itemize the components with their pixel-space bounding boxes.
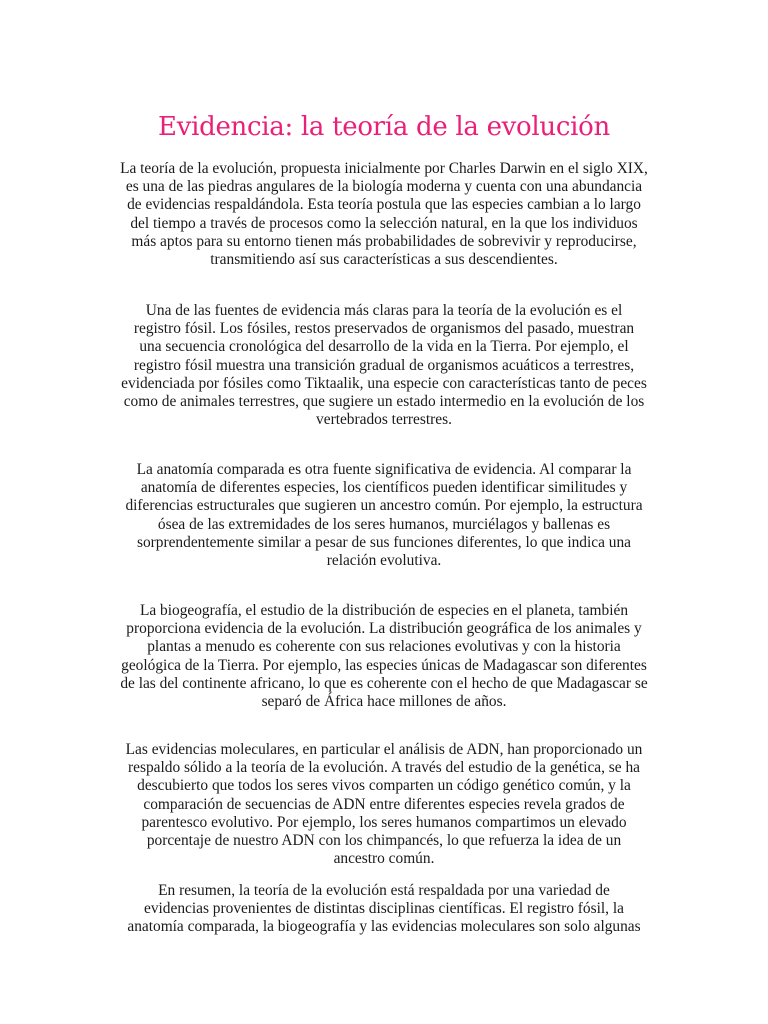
paragraph-comparative-anatomy — [84, 461, 684, 570]
text-line: proporciona evidencia de la evolución. La distribución geográfica de los animales y — [126, 620, 642, 638]
text-line: En resumen, la teoría de la evolución está respaldada por una variedad de — [158, 882, 610, 899]
text-line: evidenciada por fósiles como Tiktaalik, una especie con características tanto de peces — [121, 374, 647, 392]
text-line: comparación de secuencias de ADN entre diferentes especies revela grados de — [143, 795, 625, 813]
text-line: La biogeografía, el estudio de la distribución de especies en el planeta, también — [139, 602, 629, 619]
text-line: separó de África hace millones de años. — [261, 693, 507, 711]
text-line: registro fósil. Los fósiles, restos preservados de organismos del pasado, muestran — [133, 320, 635, 338]
text-line: ósea de las extremidades de los seres humanos, murciélagos y ballenas es — [157, 515, 611, 533]
document-title: Evidencia: la teoría de la evolución — [158, 112, 610, 142]
text-line: de evidencias respaldándola. Esta teoría postula que las especies cambian a lo largo — [127, 196, 641, 214]
text-line: Una de las fuentes de evidencia más claras para la teoría de la evolución es el — [145, 302, 623, 319]
text-line: descubierto que todos los seres vivos comparten un código genético común, y la — [137, 777, 631, 795]
text-line: La teoría de la evolución, propuesta inicialmente por Charles Darwin en el siglo XIX, — [120, 160, 648, 177]
paragraph-summary — [84, 882, 684, 937]
paragraph-fossil-record — [84, 302, 684, 429]
text-line: geológica de la Tierra. Por ejemplo, las especies únicas de Madagascar son diferentes — [121, 656, 647, 674]
text-line: evidencias provenientes de distintas disciplinas científicas. El registro fósil, la — [144, 900, 624, 918]
text-line: registro fósil muestra una transición gradual de organismos acuáticos a terrestres, — [133, 356, 635, 374]
text-line: diferencias estructurales que sugieren un ancestro común. Por ejemplo, la estructura — [125, 497, 643, 515]
text-line: transmitiendo así sus características a sus descendientes. — [210, 251, 558, 269]
text-line: Las evidencias moleculares, en particular el análisis de ADN, han proporcionado un — [125, 741, 643, 758]
text-line: relación evolutiva. — [326, 552, 442, 570]
text-line: del tiempo a través de procesos como la selección natural, en la que los individuos — [130, 214, 638, 232]
text-line: sorprendentemente similar a pesar de sus funciones diferentes, lo que indica una — [136, 533, 632, 551]
text-line: plantas a menudo es coherente con sus relaciones evolutivas y con la historia — [147, 638, 621, 656]
text-line: ancestro común. — [333, 850, 435, 868]
text-line: una secuencia cronológica del desarrollo de la vida en la Tierra. Por ejemplo, el — [139, 338, 629, 356]
text-line: respaldo sólido a la teoría de la evolución. A través del estudio de la genética, se ha — [128, 759, 640, 777]
text-line: es una de las piedras angulares de la biología moderna y cuenta con una abundancia — [125, 178, 643, 196]
text-line: anatomía comparada, la biogeografía y las evidencias moleculares son solo algunas — [127, 918, 641, 936]
text-line: de las del continente africano, lo que es coherente con el hecho de que Madagascar se — [120, 674, 648, 692]
paragraph-introduction — [84, 160, 684, 269]
text-line: vertebrados terrestres. — [316, 411, 452, 429]
text-line: porcentaje de nuestro ADN con los chimpancés, lo que refuerza la idea de un — [146, 832, 622, 850]
text-line: como de animales terrestres, que sugiere un estado intermedio en la evolución de los — [123, 393, 645, 411]
text-line: anatomía de diferentes especies, los científicos pueden identificar similitudes y — [140, 479, 628, 497]
text-line: La anatomía comparada es otra fuente significativa de evidencia. Al comparar la — [136, 461, 632, 478]
text-line: más aptos para su entorno tienen más probabilidades de sobrevivir y reproducirse, — [131, 232, 637, 250]
paragraph-molecular-evidence — [84, 741, 684, 868]
paragraph-biogeography — [84, 602, 684, 711]
text-line: parentesco evolutivo. Por ejemplo, los seres humanos compartimos un elevado — [141, 813, 627, 831]
